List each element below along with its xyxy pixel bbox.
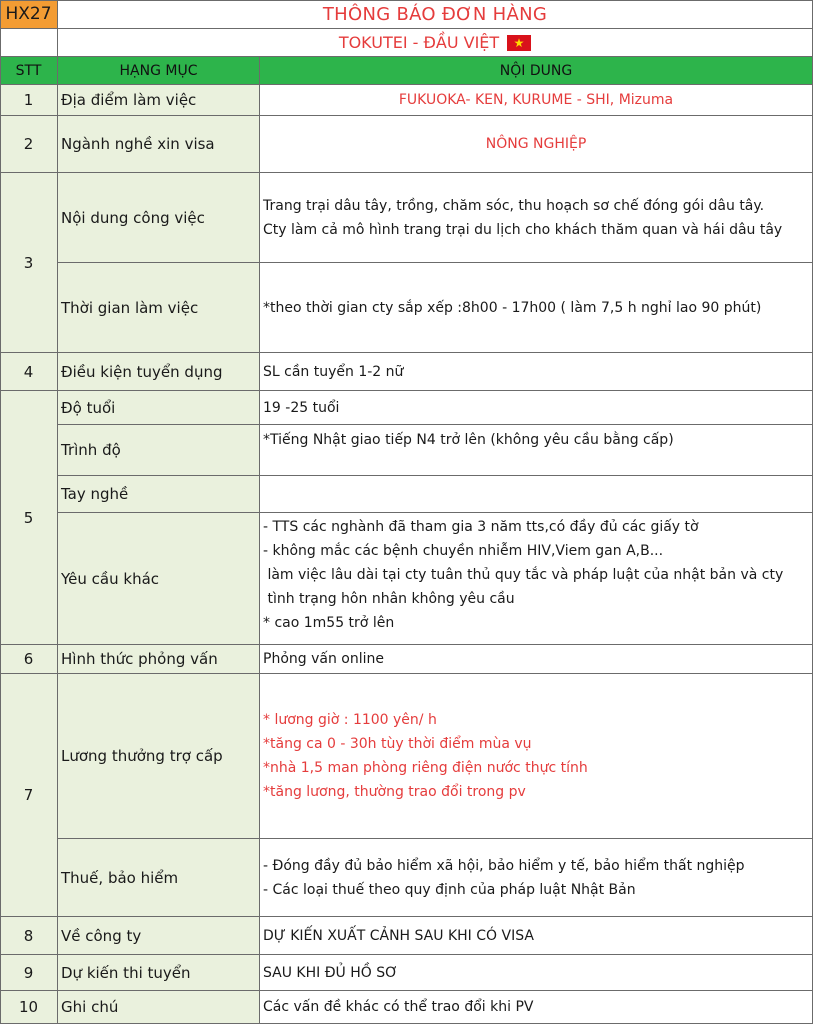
category-label: Tay nghề — [61, 485, 129, 503]
category-cell — [58, 173, 260, 263]
category-label: Điều kiện tuyển dụng — [61, 362, 223, 381]
category-label: Ngành nghề xin visa — [61, 135, 215, 153]
category-label: Về công ty — [61, 926, 142, 945]
header-stt-label: STT — [15, 62, 42, 79]
content-cell — [260, 391, 813, 425]
language-level-value: *Tiếng Nhật giao tiếp N4 trở lên (không yêu cầu bằng cấp) — [263, 432, 674, 448]
category-label: Dự kiến thi tuyển — [61, 963, 191, 982]
requirement-line: - TTS các nghành đã tham gia 3 năm tts,có đầy đủ các giấy tờ — [263, 519, 699, 535]
stt-cell — [0, 955, 58, 991]
working-hours-value: *theo thời gian cty sắp xếp :8h00 - 17h00 ( làm 7,5 h nghỉ lao 90 phút) — [263, 299, 762, 316]
requirement-line: - không mắc các bệnh chuyền nhiễm HIV,Viem gan A,B... — [263, 543, 664, 559]
stt-number: 8 — [23, 926, 34, 945]
stt-number: 10 — [18, 998, 39, 1016]
content-cell — [260, 645, 813, 674]
stt-number: 9 — [23, 963, 34, 982]
header-category-label: HẠNG MỤC — [119, 62, 198, 79]
content-cell — [260, 353, 813, 391]
job-description-line: Cty làm cả mô hình trang trại du lịch cho khách thăm quan và hái dâu tây — [263, 221, 783, 238]
category-cell — [58, 955, 260, 991]
category-label: Nội dung công việc — [61, 208, 205, 227]
content-cell — [260, 173, 813, 263]
salary-line: *nhà 1,5 man phòng riêng điện nước thực tính — [263, 760, 588, 776]
category-cell — [58, 513, 260, 645]
order-code-text: HX27 — [5, 4, 52, 24]
content-cell — [260, 425, 813, 476]
category-cell — [58, 645, 260, 674]
category-label: Trình độ — [61, 441, 121, 459]
content-cell — [260, 955, 813, 991]
category-label: Thuế, bảo hiểm — [61, 868, 179, 887]
interview-format-value: Phỏng vấn online — [263, 651, 384, 667]
stt-cell — [0, 917, 58, 955]
stt-cell — [0, 85, 58, 116]
category-cell — [58, 991, 260, 1024]
stt-cell — [0, 391, 58, 645]
header-stt — [0, 57, 58, 85]
content-cell — [260, 991, 813, 1024]
stt-cell — [0, 674, 58, 917]
content-cell — [260, 917, 813, 955]
order-code — [0, 0, 58, 29]
requirement-line: * cao 1m55 trở lên — [263, 615, 395, 631]
note-value: Các vấn đề khác có thể trao đổi khi PV — [263, 999, 534, 1015]
category-label: Ghi chú — [61, 998, 119, 1016]
blank-corner — [0, 29, 58, 57]
stt-number: 1 — [23, 91, 34, 109]
requirement-line: làm việc lâu dài tại cty tuân thủ quy tắc và pháp luật của nhật bản và cty — [263, 567, 784, 583]
content-cell — [260, 263, 813, 353]
content-cell — [260, 839, 813, 917]
stt-number: 2 — [23, 135, 34, 153]
vietnam-flag-icon — [507, 35, 531, 51]
age-value: 19 -25 tuổi — [263, 399, 340, 416]
category-cell — [58, 425, 260, 476]
page-subtitle — [58, 29, 813, 57]
category-cell — [58, 353, 260, 391]
category-cell — [58, 391, 260, 425]
category-label: Thời gian làm việc — [61, 298, 199, 317]
category-cell — [58, 917, 260, 955]
category-label: Độ tuổi — [61, 398, 116, 417]
stt-number: 6 — [23, 650, 34, 668]
category-cell — [58, 674, 260, 839]
subtitle-text: TOKUTEI - ĐẦU VIỆT — [338, 33, 500, 52]
company-value: DỰ KIẾN XUẤT CẢNH SAU KHI CÓ VISA — [263, 927, 534, 944]
salary-line: * lương giờ : 1100 yên/ h — [263, 712, 437, 728]
content-cell — [260, 116, 813, 173]
stt-cell — [0, 353, 58, 391]
content-cell — [260, 85, 813, 116]
insurance-line: - Các loại thuế theo quy định của pháp luật Nhật Bản — [263, 881, 636, 898]
category-cell — [58, 85, 260, 116]
category-cell — [58, 263, 260, 353]
category-label: Hình thức phỏng vấn — [61, 650, 218, 668]
stt-number: 7 — [23, 786, 34, 804]
category-label: Yêu cầu khác — [61, 569, 160, 588]
content-cell — [260, 513, 813, 645]
visa-field-value: NÔNG NGHIỆP — [485, 136, 587, 152]
stt-number: 5 — [23, 508, 34, 527]
salary-line: *tăng lương, thường trao đổi trong pv — [263, 784, 526, 800]
stt-number: 3 — [23, 253, 34, 272]
job-description-line: Trang trại dâu tây, trồng, chăm sóc, thu hoạch sơ chế đóng gói dâu tây. — [263, 197, 765, 214]
recruitment-condition-value: SL cần tuyển 1-2 nữ — [263, 363, 404, 380]
header-content — [260, 57, 813, 85]
stt-number: 4 — [23, 362, 34, 381]
category-cell — [58, 116, 260, 173]
work-location-value: FUKUOKA- KEN, KURUME - SHI, Mizuma — [398, 92, 674, 108]
header-category — [58, 57, 260, 85]
exam-schedule-value: SAU KHI ĐỦ HỒ SƠ — [263, 964, 398, 981]
category-label: Lương thưởng trợ cấp — [61, 747, 223, 765]
header-content-label: NỘI DUNG — [499, 62, 573, 79]
title-text: THÔNG BÁO ĐƠN HÀNG — [322, 3, 548, 25]
stt-cell — [0, 645, 58, 674]
page-title — [58, 0, 813, 29]
requirement-line: tình trạng hôn nhân không yêu cầu — [263, 591, 515, 607]
content-cell — [260, 476, 813, 513]
content-cell — [260, 674, 813, 839]
insurance-line: - Đóng đầy đủ bảo hiểm xã hội, bảo hiểm y tế, bảo hiểm thất nghiệp — [263, 857, 745, 874]
stt-cell — [0, 991, 58, 1024]
category-cell — [58, 476, 260, 513]
category-label: Địa điểm làm việc — [61, 91, 197, 109]
stt-cell — [0, 173, 58, 353]
salary-line: *tăng ca 0 - 30h tùy thời điểm mùa vụ — [263, 736, 532, 752]
stt-cell — [0, 116, 58, 173]
category-cell — [58, 839, 260, 917]
